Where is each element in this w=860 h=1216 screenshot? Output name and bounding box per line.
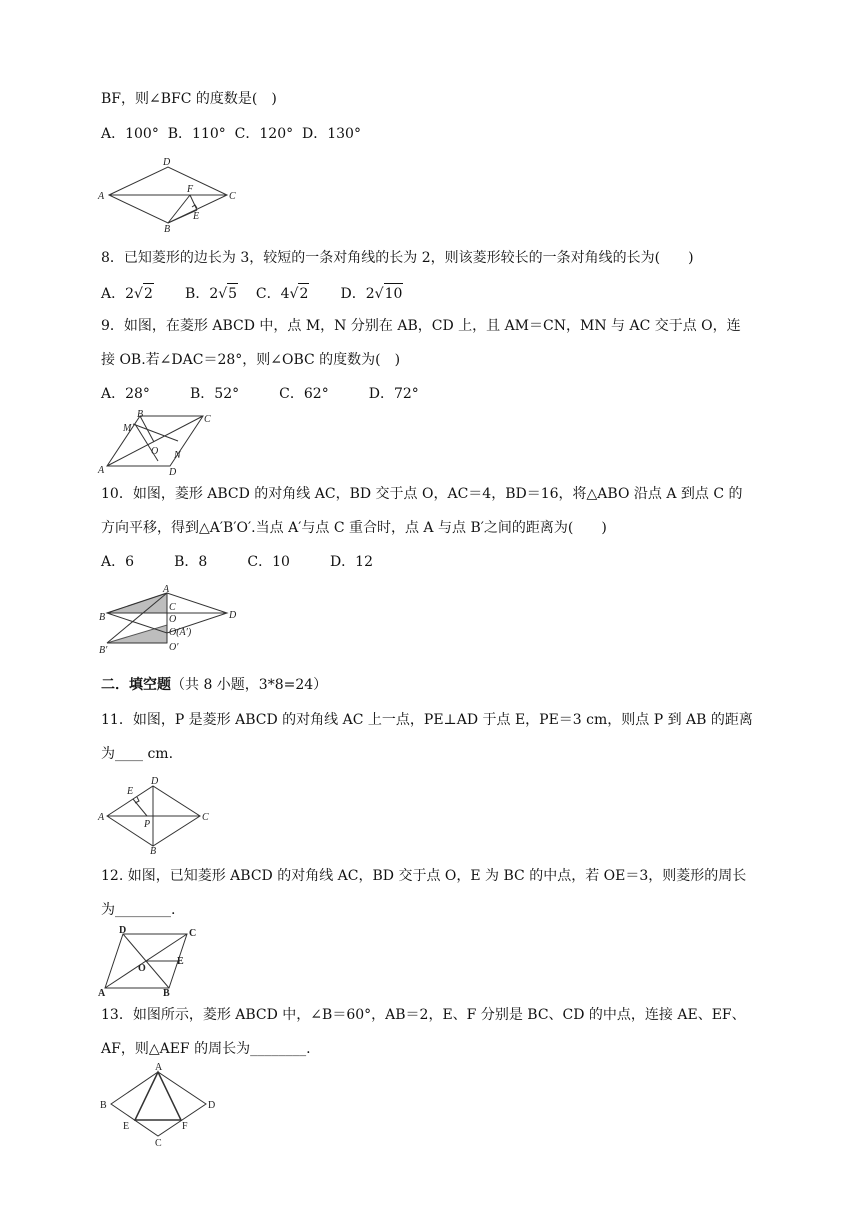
- f10-label-o-a-prime: O(A′): [169, 627, 192, 638]
- q10-stem-line1: 10．如图，菱形 ABCD 的对角线 AC，BD 交于点 O，AC＝4，BD＝16，将△ABO 沿点 A 到点 C 的: [101, 486, 743, 502]
- q7-options: [101, 124, 361, 144]
- q11-figure: [95, 772, 220, 857]
- q9-option-d: D．72°: [368, 386, 419, 402]
- q8-option-a: A．2√2: [101, 283, 154, 304]
- q7-option-d: D．130°: [302, 126, 361, 142]
- f10-label-o: O: [169, 614, 177, 625]
- f10-label-o-prime: O′: [169, 642, 179, 653]
- f12-label-b: B: [163, 988, 170, 999]
- q9-stem-line2: 接 OB.若∠DAC＝28°，则∠OBC 的度数为( ): [101, 352, 401, 368]
- f7-label-a: A: [98, 191, 105, 202]
- section-note: （共 8 小题，3*8=24）: [171, 677, 328, 693]
- f9-label-a: A: [98, 465, 105, 476]
- f11-label-c: C: [202, 812, 209, 823]
- q10-option-c: C．10: [247, 554, 290, 570]
- q8-option-d: D．2√10: [341, 283, 404, 304]
- q10-options: [101, 552, 373, 572]
- f9-label-b: B: [137, 409, 144, 420]
- q7-figure: [95, 155, 235, 233]
- q11-stem-line1: 11．如图，P 是菱形 ABCD 的对角线 AC 上一点，PE⊥AD 于点 E，PE＝3 cm，则点 P 到 AB 的距离: [101, 712, 753, 728]
- q9-option-a: A．28°: [101, 386, 150, 402]
- f11-label-a: A: [98, 812, 105, 823]
- q7-stem: BF，则∠BFC 的度数是( ): [101, 91, 277, 107]
- q10-figure: [95, 585, 245, 657]
- f12-label-e: E: [177, 956, 184, 967]
- f12-label-d: D: [119, 925, 127, 936]
- f7-label-b: B: [164, 224, 171, 235]
- f7-label-c: C: [229, 191, 236, 202]
- q10-option-b: B．8: [174, 554, 208, 570]
- f13-label-f: F: [182, 1121, 188, 1132]
- q10-stem-line2: 方向平移，得到△A′B′O′.当点 A′与点 C 重合时，点 A 与点 B′之间的距离为( ): [101, 520, 607, 536]
- q12-stem-line1: 12. 如图，已知菱形 ABCD 的对角线 AC，BD 交于点 O，E 为 BC 的中点，若 OE＝3，则菱形的周长: [101, 868, 747, 884]
- q13-stem-line1: 13．如图所示，菱形 ABCD 中，∠B＝60°，AB＝2，E、F 分别是 BC、CD 的中点，连接 AE、EF、: [101, 1007, 746, 1023]
- f13-label-c: C: [155, 1138, 162, 1149]
- q9-stem-line1: 9．如图，在菱形 ABCD 中，点 M，N 分别在 AB，CD 上，且 AM＝CN，MN 与 AC 交于点 O，连: [101, 318, 741, 334]
- f10-label-a: A: [163, 584, 170, 595]
- q8-option-c: C．4√2: [256, 283, 309, 304]
- f9-label-o: O: [151, 446, 159, 457]
- q12-figure: [95, 924, 210, 998]
- q9-option-b: B．52°: [190, 386, 240, 402]
- f13-label-b: B: [100, 1100, 107, 1111]
- q13-stem-line2: AF，则△AEF 的周长为________.: [101, 1041, 311, 1057]
- q11-stem-line2: 为____ cm.: [101, 746, 174, 762]
- q9-option-c: C．62°: [279, 386, 329, 402]
- f13-label-a: A: [155, 1062, 163, 1073]
- section-heading: [101, 675, 327, 695]
- f11-label-e: E: [127, 786, 134, 797]
- q10-option-d: D．12: [329, 554, 373, 570]
- f11-label-b: B: [150, 846, 157, 857]
- f7-label-d: D: [163, 157, 171, 168]
- q9-options: [101, 384, 419, 404]
- f10-label-b-prime: B′: [99, 645, 108, 656]
- f9-label-m: M: [123, 423, 132, 434]
- f13-label-e: E: [123, 1121, 130, 1132]
- f9-label-c: C: [204, 414, 211, 425]
- q7-option-a: A．100°: [101, 126, 159, 142]
- q10-option-a: A．6: [101, 554, 135, 570]
- q8-options: [101, 283, 403, 304]
- q12-stem-line2: 为________.: [101, 902, 176, 918]
- f11-label-p: P: [144, 819, 151, 830]
- q13-figure: [95, 1060, 225, 1148]
- f10-label-d: D: [229, 610, 237, 621]
- f12-label-o: O: [138, 963, 146, 974]
- f13-label-d: D: [208, 1100, 216, 1111]
- section-title: 二．填空题: [101, 677, 171, 693]
- q7-option-c: C．120°: [234, 126, 294, 142]
- f9-label-d: D: [169, 467, 177, 478]
- q8-option-b: B．2√5: [185, 283, 238, 304]
- f11-label-d: D: [151, 776, 159, 787]
- f9-label-n: N: [174, 450, 181, 461]
- f7-label-e: E: [193, 211, 200, 222]
- q8-stem: 8．已知菱形的边长为 3，较短的一条对角线的长为 2，则该菱形较长的一条对角线的长为( ): [101, 250, 694, 266]
- f7-label-f: F: [187, 184, 194, 195]
- q7-option-b: B．110°: [167, 126, 226, 142]
- f10-label-b: B: [99, 612, 106, 623]
- f12-label-a: A: [98, 988, 106, 999]
- f10-label-c: C: [169, 602, 176, 613]
- q9-figure: [95, 408, 225, 476]
- f12-label-c: C: [189, 928, 197, 939]
